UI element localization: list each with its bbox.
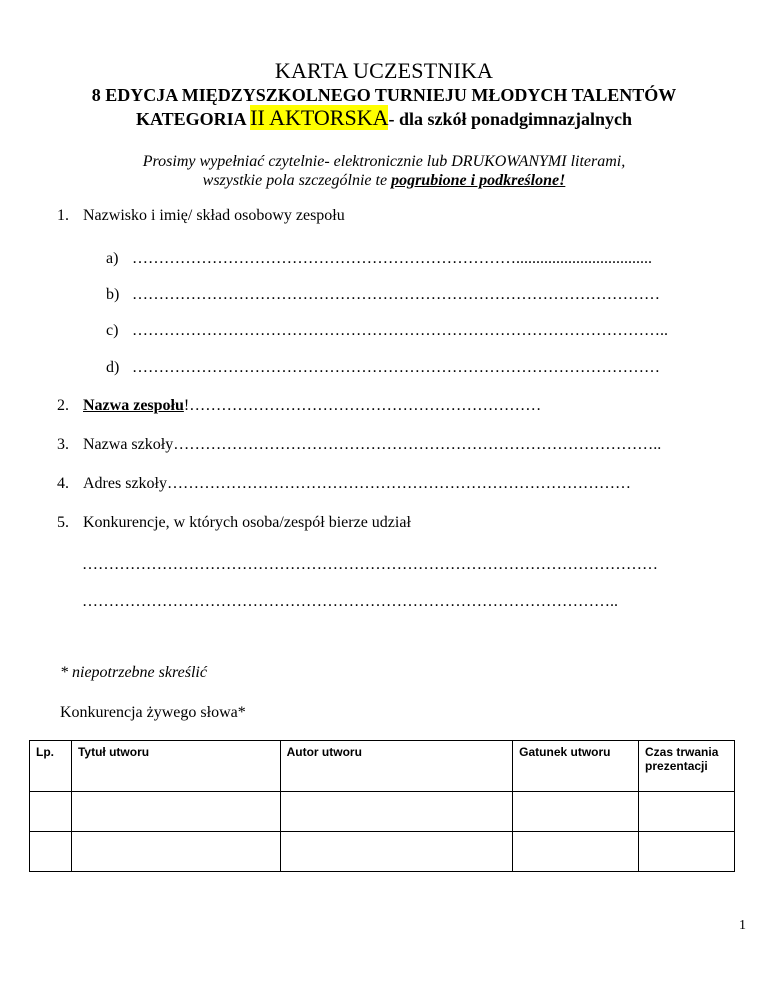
member-line-c[interactable] <box>106 322 668 340</box>
table-cell[interactable] <box>71 832 280 872</box>
table-cell[interactable] <box>30 832 72 872</box>
field-label: Adres szkoły <box>83 475 167 492</box>
field-dots[interactable]: !………………………………………………………… <box>183 397 542 414</box>
member-dots[interactable]: ……………………………………………………………………………………… <box>132 359 660 376</box>
field-label: Konkurencje, w których osoba/zespół bierze udział <box>83 514 411 531</box>
member-line-d[interactable] <box>106 359 660 377</box>
member-letter: d) <box>106 359 120 376</box>
member-line-a[interactable] <box>106 250 652 268</box>
table-cell[interactable] <box>71 792 280 832</box>
field-school-name[interactable] <box>57 436 661 454</box>
member-dots[interactable]: ……………………………………………………………………………………… <box>132 286 660 303</box>
member-letter: c) <box>106 322 119 339</box>
instruction-line-2 <box>0 172 768 190</box>
competitions-line-1[interactable]: ……………………………………………………………………………………………… <box>82 556 658 573</box>
field-number: 5. <box>57 514 69 531</box>
form-category <box>0 105 768 131</box>
category-prefix: KATEGORIA <box>135 109 251 129</box>
member-letter: b) <box>106 286 120 303</box>
field-label: Nazwisko i imię/ skład osobowy zespołu <box>83 207 345 224</box>
member-dots[interactable]: ……………………………………………………………….................................. <box>132 250 652 267</box>
header-title: Tytuł utworu <box>71 741 280 792</box>
competitions-line-2[interactable]: ……………………………………………………………………………………….. <box>82 593 618 610</box>
field-team-name[interactable] <box>57 397 541 415</box>
header-lp: Lp. <box>30 741 72 792</box>
table-header-row <box>30 741 735 792</box>
field-competitions <box>57 514 411 532</box>
form-title: KARTA UCZESTNIKA <box>274 58 494 83</box>
instruction-text: wszystkie pola szczególnie te <box>202 172 392 189</box>
table-cell[interactable] <box>639 832 735 872</box>
instruction-line-1: Prosimy wypełniać czytelnie- elektronicznie lub DRUKOWANYMI literami, <box>142 153 626 170</box>
table-cell[interactable] <box>30 792 72 832</box>
member-dots[interactable]: ……………………………………………………………………………………….. <box>132 322 668 339</box>
header-duration: Czas trwania prezentacji <box>639 741 735 792</box>
instruction-emphasis: pogrubione i podkreślone! <box>391 172 566 189</box>
category-suffix: - dla szkół ponadgimnazjalnych <box>388 109 633 129</box>
member-letter: a) <box>106 250 119 267</box>
table-cell[interactable] <box>280 792 513 832</box>
header-genre: Gatunek utworu <box>513 741 639 792</box>
field-label: Nazwa szkoły <box>83 436 174 453</box>
field-label: Nazwa zespołu <box>83 397 184 414</box>
field-name-members <box>57 207 345 225</box>
field-number: 2. <box>57 397 69 414</box>
table-row <box>30 832 735 872</box>
field-dots[interactable]: …………………………………………………………………………… <box>166 475 631 492</box>
form-subtitle: 8 EDYCJA MIĘDZYSZKOLNEGO TURNIEJU MŁODYCH TALENTÓW <box>91 85 677 105</box>
table-cell[interactable] <box>280 832 513 872</box>
table-cell[interactable] <box>639 792 735 832</box>
table-cell[interactable] <box>513 832 639 872</box>
field-number: 3. <box>57 436 69 453</box>
category-highlight: II AKTORSKA <box>250 105 389 130</box>
field-number: 4. <box>57 475 69 492</box>
competition-table <box>29 740 735 872</box>
table-cell[interactable] <box>513 792 639 832</box>
header-author: Autor utworu <box>280 741 513 792</box>
member-line-b[interactable] <box>106 286 660 304</box>
table-row <box>30 792 735 832</box>
section-label: Konkurencja żywego słowa* <box>60 704 246 721</box>
field-dots[interactable]: ……………………………………………………………………………….. <box>173 436 662 453</box>
field-number: 1. <box>57 207 69 224</box>
footnote: * niepotrzebne skreślić <box>60 664 207 681</box>
page-number: 1 <box>739 918 746 933</box>
field-school-address[interactable] <box>57 475 631 493</box>
